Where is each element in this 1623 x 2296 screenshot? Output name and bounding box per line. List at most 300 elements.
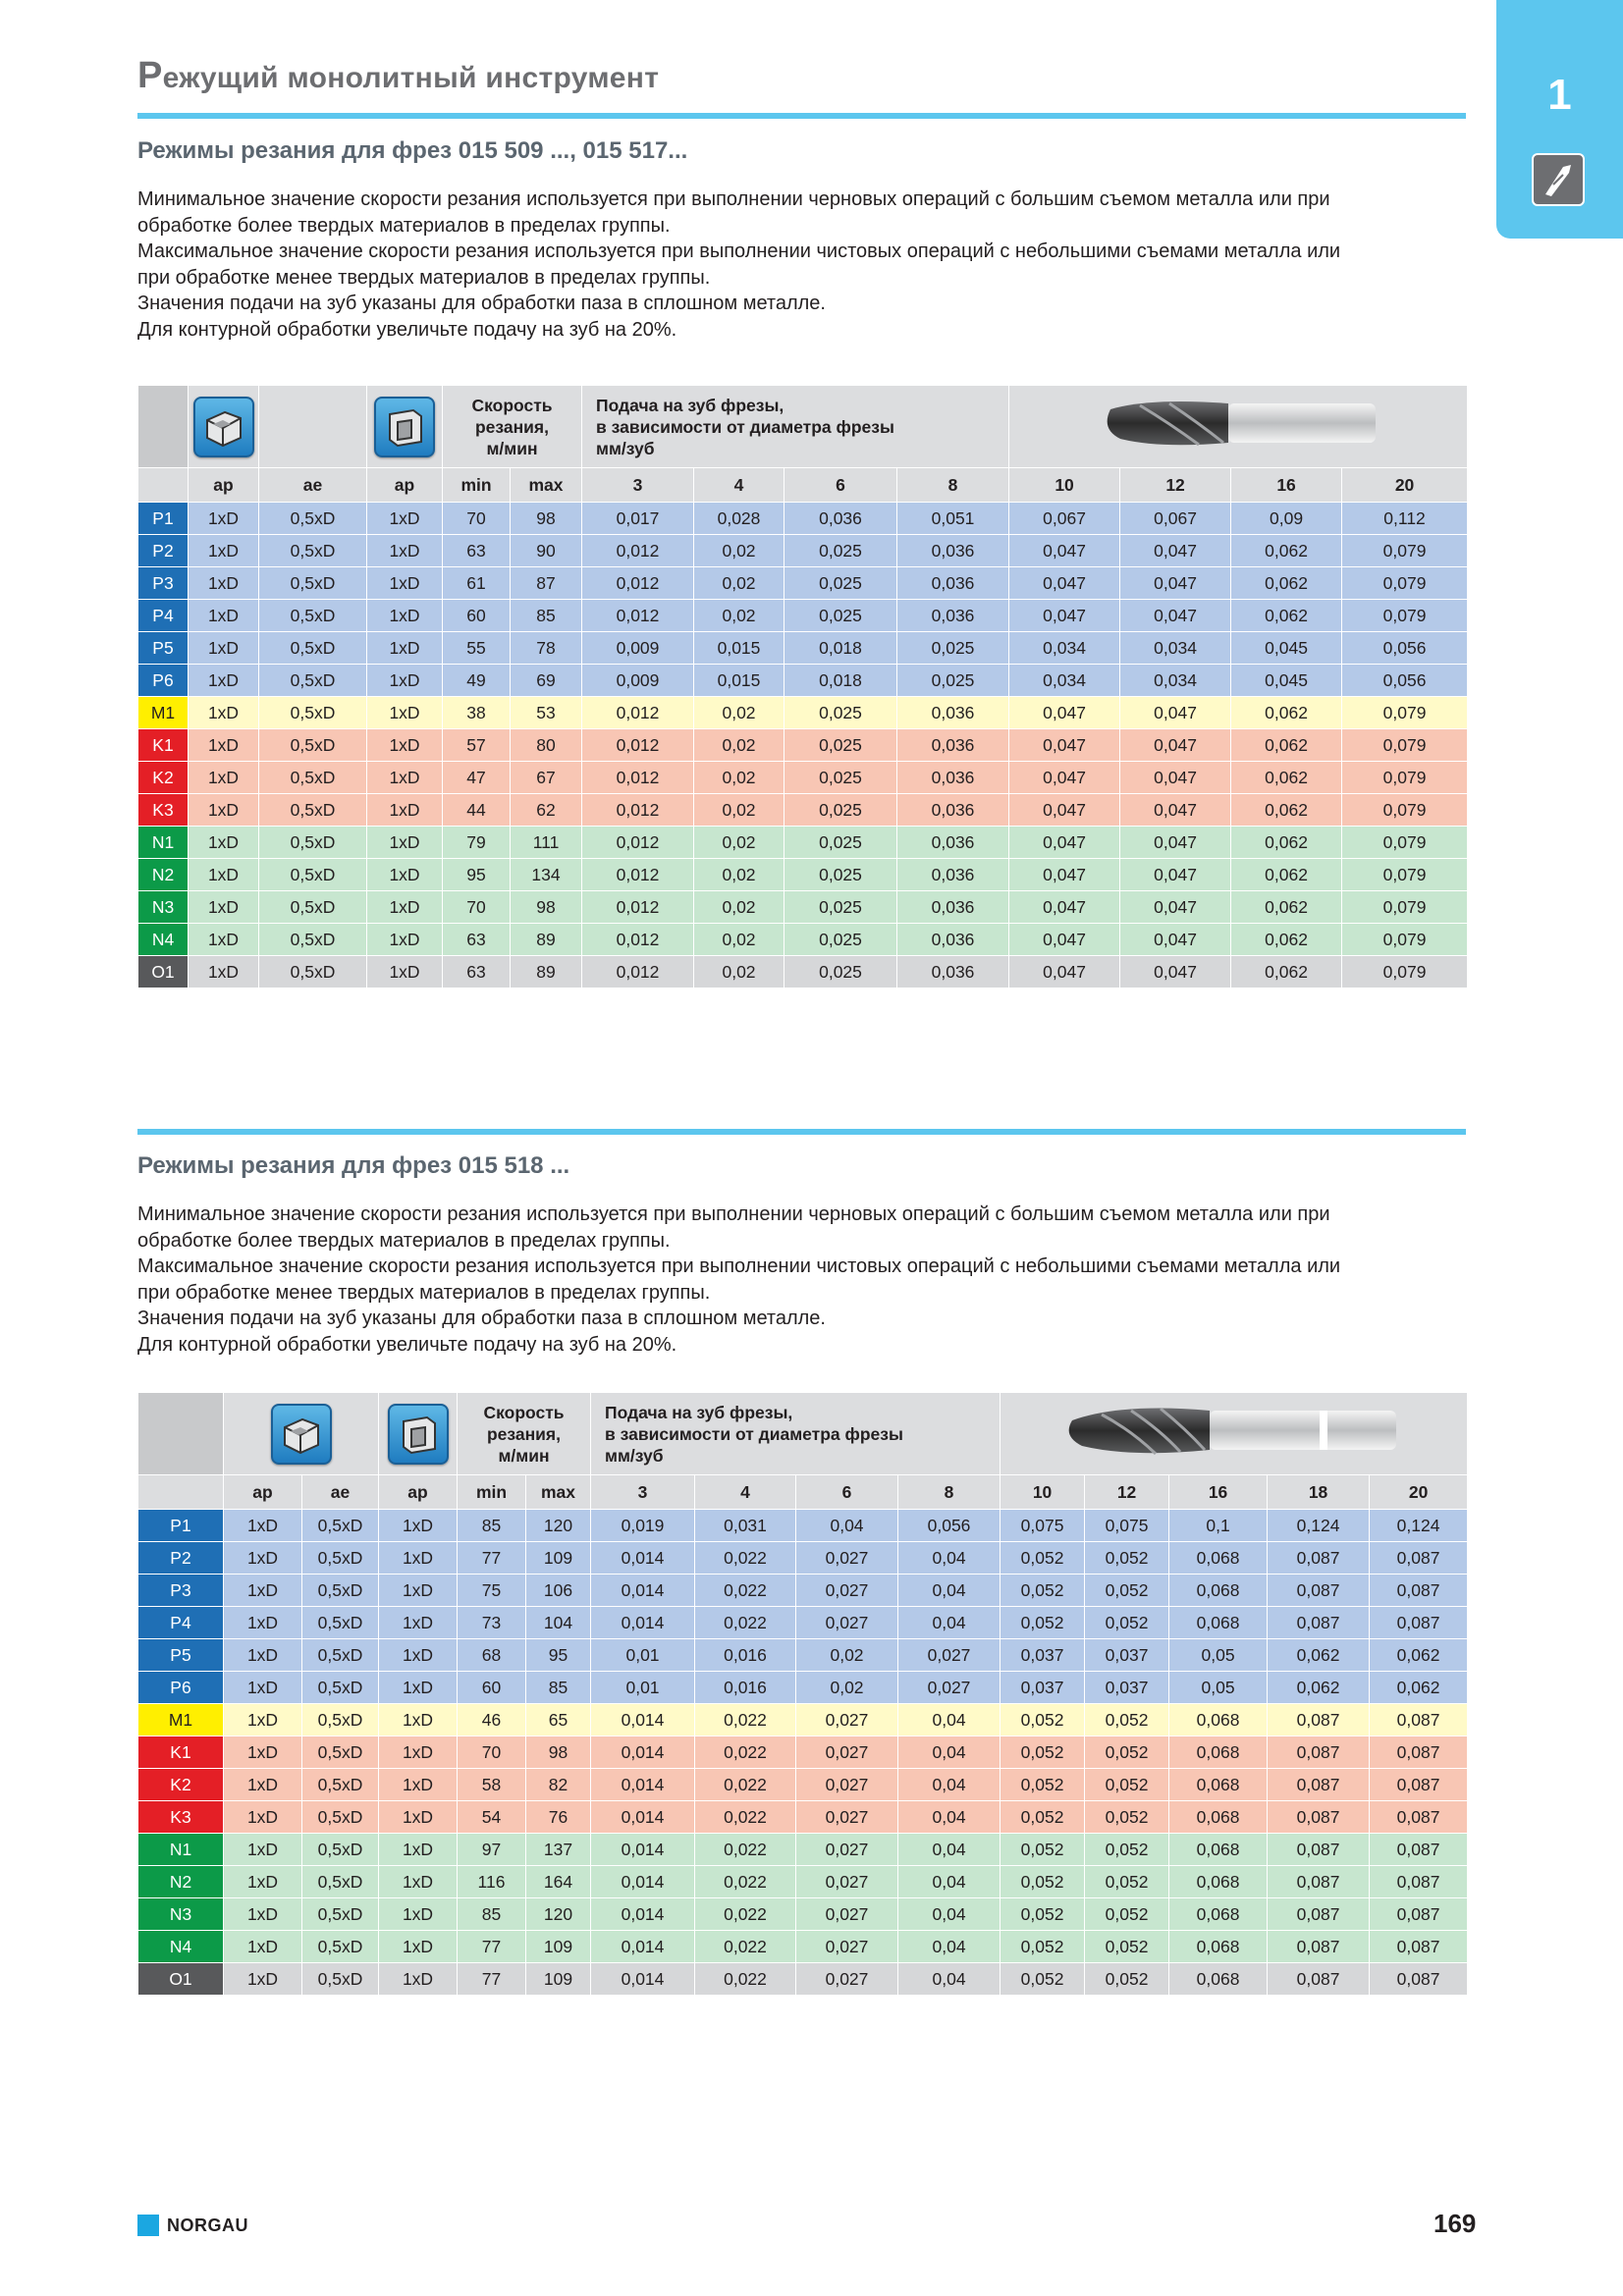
table-cell: 0,025 [784,600,897,632]
table-cell: 0,5xD [259,956,367,988]
table-cell: 0,067 [1009,503,1120,535]
table-cell: 0,02 [694,891,784,924]
table-cell: 0,036 [897,891,1009,924]
table-cell: 0,052 [1001,1834,1085,1866]
intro-line: Максимальное значение скорости резания используется при выполнении чистовых операций с небольшими съемами металла или [137,240,1341,262]
table-cell: 0,014 [591,1834,695,1866]
table-row [138,1898,1468,1931]
table-cell: 60 [443,600,511,632]
table-cell: 0,087 [1370,1704,1468,1736]
table-cell: 0,051 [897,503,1009,535]
speed-header-line: резания, [474,416,550,437]
material-group-cell: M1 [138,697,189,729]
side-milling-icon [379,1393,458,1475]
table-cell: 85 [511,600,582,632]
table-cell: 0,5xD [302,1542,379,1575]
table-cell: 0,022 [695,1769,796,1801]
table-cell: 0,036 [897,827,1009,859]
table-cell: 0,01 [591,1672,695,1704]
table-cell: 0,047 [1120,729,1231,762]
table-cell: 0,014 [591,1704,695,1736]
table-cell: 98 [511,891,582,924]
feed-header-line: в зависимости от диаметра фрезы [605,1423,903,1444]
table-cell: 0,5xD [259,600,367,632]
table-cell: 0,1 [1169,1510,1268,1542]
table-cell: 0,017 [582,503,694,535]
table-cell: 0,047 [1009,956,1120,988]
table-cell: 77 [458,1542,526,1575]
table-cell: 0,04 [898,1769,1001,1801]
page-number: 169 [1434,2209,1477,2238]
table-row [138,1736,1468,1769]
table-cell: 0,014 [591,1769,695,1801]
table-cell: 0,036 [897,924,1009,956]
table-cell: 68 [458,1639,526,1672]
table-cell: 58 [458,1769,526,1801]
table-cell: 0,5xD [259,827,367,859]
table-cell: 1xD [224,1607,302,1639]
table-cell: 0,5xD [302,1769,379,1801]
end-mill-3-flute-icon [1001,1393,1468,1475]
cutting-table-2 [137,1392,1468,1996]
table-cell: 73 [458,1607,526,1639]
speed-header-line: м/мин [486,438,538,458]
table-cell: 0,5xD [259,729,367,762]
table-cell: 0,014 [591,1866,695,1898]
table-cell: 0,04 [898,1704,1001,1736]
table-cell: 0,036 [897,600,1009,632]
table-cell: 0,02 [694,924,784,956]
table-row [138,535,1468,567]
table-cell: 1xD [224,1931,302,1963]
table-cell: 0,027 [796,1704,898,1736]
column-header: 16 [1231,468,1342,503]
table-cell: 0,025 [784,794,897,827]
table-cell: 0,087 [1268,1769,1370,1801]
table-cell: 38 [443,697,511,729]
table-cell: 0,5xD [302,1575,379,1607]
section-rule [137,1129,1466,1135]
table-cell: 0,047 [1009,762,1120,794]
table-cell: 1xD [379,1639,458,1672]
table-cell: 0,018 [784,632,897,665]
table-cell: 0,022 [695,1542,796,1575]
table-cell: 0,052 [1001,1769,1085,1801]
corner-cell [138,386,189,468]
table-cell: 1xD [367,535,443,567]
table-row [138,956,1468,988]
table-cell: 0,052 [1001,1801,1085,1834]
table-cell: 0,052 [1001,1736,1085,1769]
table-cell: 0,047 [1120,567,1231,600]
table-cell: 53 [511,697,582,729]
table-cell: 0,079 [1342,697,1468,729]
table-cell: 0,047 [1120,697,1231,729]
table-cell: 0,036 [897,567,1009,600]
intro-line: Для контурной обработки увеличьте подачу на зуб на 20%. [137,318,677,341]
table-row [138,1963,1468,1996]
table-cell: 0,02 [694,697,784,729]
table-cell: 1xD [189,859,259,891]
table-cell: 1xD [367,632,443,665]
table-cell: 0,04 [898,1607,1001,1639]
table-cell: 1xD [224,1898,302,1931]
intro-line: Значения подачи на зуб указаны для обработки паза в сплошном металле. [137,1308,826,1329]
chapter-tab [1496,0,1623,239]
intro-line: Максимальное значение скорости резания используется при выполнении чистовых операций с небольшими съемами металла или [137,1255,1341,1277]
table-cell: 0,02 [694,600,784,632]
table-cell: 0,02 [694,535,784,567]
table-cell: 0,027 [796,1898,898,1931]
material-group-cell: P1 [138,503,189,535]
table-cell: 85 [458,1898,526,1931]
column-header: 3 [582,468,694,503]
table-cell: 0,5xD [302,1801,379,1834]
table-row [138,600,1468,632]
table-cell: 0,012 [582,567,694,600]
table-cell: 0,062 [1268,1672,1370,1704]
table-cell: 1xD [189,729,259,762]
table-cell: 0,052 [1001,1542,1085,1575]
table-cell: 0,09 [1231,503,1342,535]
table-cell: 0,027 [796,1801,898,1834]
table-cell: 0,04 [898,1801,1001,1834]
table-cell: 0,037 [1085,1639,1169,1672]
material-group-cell: K1 [138,1736,224,1769]
table-cell: 0,05 [1169,1672,1268,1704]
table-cell: 104 [526,1607,591,1639]
table-cell: 0,079 [1342,859,1468,891]
table-cell: 0,047 [1009,827,1120,859]
page-title-cap: Р [137,55,163,96]
intro-line: обработке более твердых материалов в пределах группы. [137,214,671,237]
table-cell: 1xD [367,891,443,924]
table-cell: 0,018 [784,665,897,697]
table-cell: 70 [458,1736,526,1769]
table-cell: 1xD [379,1575,458,1607]
table-cell: 1xD [189,665,259,697]
table-cell: 0,027 [796,1769,898,1801]
table-row [138,1769,1468,1801]
material-group-cell: N4 [138,924,189,956]
table-cell: 0,05 [1169,1639,1268,1672]
table-row [138,1866,1468,1898]
table-cell: 1xD [189,794,259,827]
column-header: 10 [1001,1475,1085,1510]
table-cell: 1xD [379,1704,458,1736]
table-cell: 0,045 [1231,632,1342,665]
table-cell: 0,124 [1268,1510,1370,1542]
material-group-cell: P6 [138,665,189,697]
table-cell: 0,022 [695,1963,796,1996]
table-cell: 0,5xD [259,762,367,794]
table-cell: 0,5xD [259,891,367,924]
logo-square-icon [137,2215,159,2236]
intro-line: при обработке менее твердых материалов в пределах группы. [137,1281,711,1304]
table-cell: 0,04 [898,1866,1001,1898]
table-cell: 0,052 [1001,1704,1085,1736]
material-group-cell: K1 [138,729,189,762]
table-cell: 1xD [189,535,259,567]
table-cell: 0,5xD [259,924,367,956]
table-cell: 0,052 [1085,1736,1169,1769]
column-header: 16 [1169,1475,1268,1510]
material-group-cell: P2 [138,1542,224,1575]
column-header: max [526,1475,591,1510]
table-cell: 1xD [189,632,259,665]
table-cell: 0,014 [591,1963,695,1996]
table-cell: 0,068 [1169,1575,1268,1607]
material-group-cell: P1 [138,1510,224,1542]
table-cell: 0,052 [1085,1575,1169,1607]
material-group-cell: O1 [138,956,189,988]
intro-line: Значения подачи на зуб указаны для обработки паза в сплошном металле. [137,293,826,314]
table-cell: 1xD [379,1542,458,1575]
table-cell: 63 [443,956,511,988]
table-cell: 87 [511,567,582,600]
feed-header [582,386,1009,468]
table-cell: 1xD [367,827,443,859]
table-row [138,503,1468,535]
material-group-cell: P3 [138,1575,224,1607]
table-cell: 95 [443,859,511,891]
material-group-cell: P2 [138,535,189,567]
table-cell: 106 [526,1575,591,1607]
table-cell: 1xD [224,1834,302,1866]
table-cell: 0,02 [694,729,784,762]
feed-header-line: мм/зуб [605,1445,664,1466]
section-2-intro [137,1201,1473,1358]
feed-header-line: Подача на зуб фрезы, [596,395,784,415]
table-cell: 0,014 [591,1931,695,1963]
table-cell: 1xD [367,697,443,729]
table-cell: 0,012 [582,762,694,794]
table-row [138,729,1468,762]
table-cell: 0,04 [898,1736,1001,1769]
speed-header-line: Скорость [483,1402,565,1422]
speed-header-line: Скорость [471,395,553,415]
table-cell: 0,087 [1268,1607,1370,1639]
table-cell: 0,02 [796,1639,898,1672]
table-cell: 164 [526,1866,591,1898]
table-cell: 85 [458,1510,526,1542]
column-header: min [458,1475,526,1510]
table-cell: 98 [511,503,582,535]
table-cell: 79 [443,827,511,859]
table-cell: 0,034 [1120,665,1231,697]
table-cell: 0,5xD [302,1704,379,1736]
table-cell: 109 [526,1931,591,1963]
table-cell: 0,047 [1120,827,1231,859]
table-cell: 0,027 [796,1834,898,1866]
table-cell: 1xD [367,762,443,794]
cutting-table-1 [137,385,1468,988]
table-cell: 0,047 [1009,567,1120,600]
table-cell: 1xD [189,600,259,632]
table-cell: 0,037 [1001,1672,1085,1704]
table-cell: 0,036 [897,956,1009,988]
table-cell: 0,014 [591,1898,695,1931]
material-group-cell: P3 [138,567,189,600]
table-cell: 0,068 [1169,1542,1268,1575]
table-cell: 0,5xD [302,1736,379,1769]
table-cell: 0,016 [695,1639,796,1672]
brand-logo [137,2215,248,2236]
table-cell: 67 [511,762,582,794]
table-cell: 0,047 [1120,762,1231,794]
column-header: 4 [695,1475,796,1510]
slot-milling-icon [189,386,259,468]
corner-cell [138,1393,224,1475]
table-cell: 0,052 [1085,1542,1169,1575]
table-cell: 0,012 [582,827,694,859]
table-cell: 120 [526,1898,591,1931]
table-cell: 1xD [367,859,443,891]
table-cell: 0,5xD [302,1639,379,1672]
table-cell: 0,087 [1268,1704,1370,1736]
table-cell: 0,068 [1169,1963,1268,1996]
table-cell: 0,022 [695,1575,796,1607]
table-cell: 0,5xD [302,1898,379,1931]
table-cell: 0,047 [1009,535,1120,567]
table-cell: 0,079 [1342,794,1468,827]
table-cell: 0,062 [1231,859,1342,891]
table-cell: 0,068 [1169,1736,1268,1769]
material-group-cell: N2 [138,1866,224,1898]
table-cell: 0,012 [582,956,694,988]
column-header: ae [259,468,367,503]
table-cell: 0,062 [1231,762,1342,794]
table-cell: 0,047 [1009,600,1120,632]
table-cell: 0,012 [582,535,694,567]
table-cell: 46 [458,1704,526,1736]
page-title [137,55,659,97]
column-header: 12 [1085,1475,1169,1510]
table-cell: 0,062 [1231,924,1342,956]
table-row [138,1542,1468,1575]
table-cell: 80 [511,729,582,762]
table-cell: 0,087 [1268,1931,1370,1963]
table-cell: 0,022 [695,1736,796,1769]
table-cell: 0,014 [591,1736,695,1769]
table-cell: 44 [443,794,511,827]
table-cell: 0,012 [582,600,694,632]
table-cell: 0,062 [1231,567,1342,600]
column-header: min [443,468,511,503]
table-cell: 54 [458,1801,526,1834]
section-1-intro [137,187,1473,343]
column-header: ap [224,1475,302,1510]
table-cell: 77 [458,1963,526,1996]
speed-header [458,1393,591,1475]
table-cell: 0,04 [898,1575,1001,1607]
table-cell: 120 [526,1510,591,1542]
table-cell: 0,052 [1085,1931,1169,1963]
table-cell: 0,087 [1370,1898,1468,1931]
table-cell: 0,014 [591,1542,695,1575]
table-cell: 0,087 [1268,1963,1370,1996]
table-cell: 0,036 [897,535,1009,567]
material-group-cell: P4 [138,1607,224,1639]
table-cell: 0,047 [1120,535,1231,567]
table-cell: 1xD [367,924,443,956]
header-rule [137,113,1466,119]
material-group-cell: K3 [138,794,189,827]
table-cell: 0,02 [694,567,784,600]
table-row [138,762,1468,794]
material-group-cell: P6 [138,1672,224,1704]
table-cell: 134 [511,859,582,891]
table-cell: 1xD [224,1736,302,1769]
table-row [138,859,1468,891]
table-cell: 0,079 [1342,924,1468,956]
table-cell: 75 [458,1575,526,1607]
table-cell: 0,5xD [259,794,367,827]
table-cell: 0,062 [1370,1639,1468,1672]
table-cell: 1xD [189,697,259,729]
speed-header-line: м/мин [498,1445,550,1466]
table-cell: 0,087 [1370,1931,1468,1963]
table-cell: 0,036 [784,503,897,535]
table-cell: 0,034 [1120,632,1231,665]
table-cell: 0,087 [1370,1834,1468,1866]
column-header: 18 [1268,1475,1370,1510]
table-cell: 0,015 [694,632,784,665]
material-group-cell: M1 [138,1704,224,1736]
table-cell: 0,087 [1268,1834,1370,1866]
table-cell: 1xD [189,503,259,535]
table-cell: 0,025 [897,665,1009,697]
table-cell: 0,047 [1009,859,1120,891]
table-cell: 0,087 [1370,1963,1468,1996]
table-cell: 1xD [379,1672,458,1704]
column-header: max [511,468,582,503]
table-cell: 0,02 [694,956,784,988]
table-cell: 0,052 [1085,1898,1169,1931]
table-cell: 1xD [379,1510,458,1542]
table-cell: 0,075 [1085,1510,1169,1542]
column-header: 6 [784,468,897,503]
column-header: 12 [1120,468,1231,503]
table-cell: 1xD [367,600,443,632]
table-cell: 0,5xD [259,535,367,567]
table-row [138,1575,1468,1607]
table-cell: 98 [526,1736,591,1769]
table-cell: 1xD [224,1639,302,1672]
feed-header [591,1393,1001,1475]
table-cell: 85 [526,1672,591,1704]
table-cell: 0,052 [1085,1607,1169,1639]
table-cell: 1xD [367,729,443,762]
table-cell: 0,079 [1342,535,1468,567]
material-group-cell: K2 [138,1769,224,1801]
material-group-cell: N3 [138,1898,224,1931]
table-cell: 0,5xD [302,1834,379,1866]
intro-line: Минимальное значение скорости резания используется при выполнении черновых операций с большим съемом металла или при [137,1203,1330,1225]
table-cell: 0,027 [898,1639,1001,1672]
table-cell: 0,04 [898,1542,1001,1575]
table-cell: 0,062 [1231,891,1342,924]
table-cell: 0,087 [1370,1736,1468,1769]
table-cell: 1xD [379,1736,458,1769]
material-group-cell: N1 [138,1834,224,1866]
table-cell: 63 [443,535,511,567]
table-cell: 0,062 [1231,697,1342,729]
table-cell: 0,014 [591,1801,695,1834]
table-cell: 0,019 [591,1510,695,1542]
table-cell: 0,047 [1120,924,1231,956]
table-cell: 0,062 [1231,729,1342,762]
